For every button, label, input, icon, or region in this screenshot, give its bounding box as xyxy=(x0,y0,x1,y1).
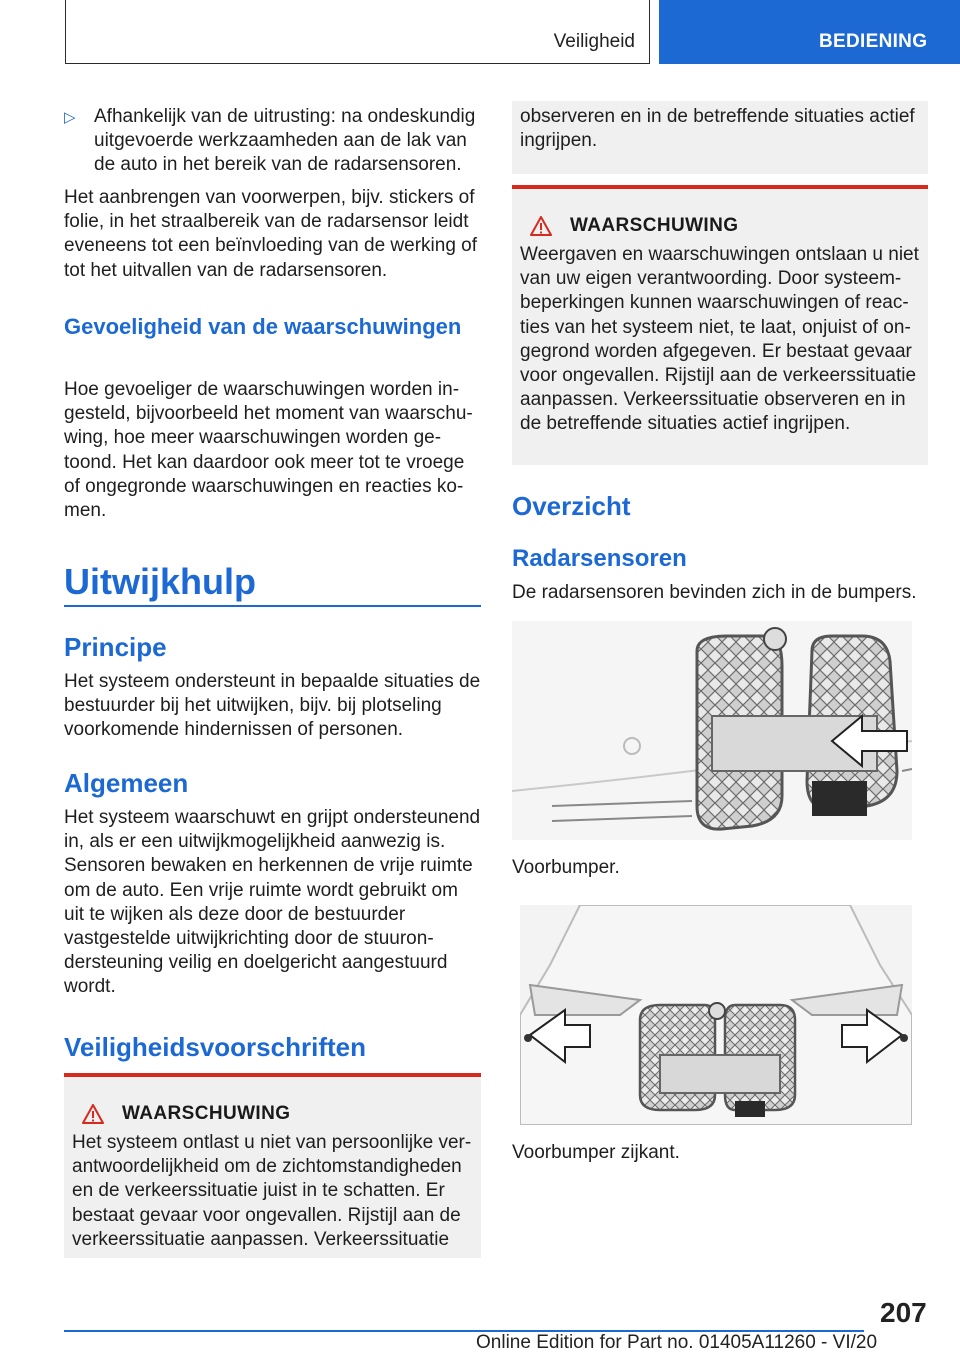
heading-radarsensoren: Radarsensoren xyxy=(512,545,687,572)
heading-rule xyxy=(64,605,481,607)
warning-text-2: Weergaven en waarschuwingen ontslaan u niet van uw eigen verantwoording. Door systeembeperkingen kunnen waarschuwingen of reacties van het systeem niet, te laat, onjuist of ongegrond worden afgegeven. Er bestaat gevaar voor ongevallen. Rijstijl aan de verkeerssituatie aanpassen. Verkeerssituatie observeren en in de betreffende situaties actief ingrijpen. xyxy=(520,244,919,435)
heading-principe: Principe xyxy=(64,632,167,662)
bullet-item xyxy=(64,105,481,178)
chapter-tab[interactable] xyxy=(659,0,960,64)
bullet-triangle-icon: ▷ xyxy=(64,109,76,126)
front-bumper-side-image xyxy=(520,905,912,1125)
paragraph-algemeen: Het systeem waarschuwt en grijpt ondersteunend in, als er een uitwijkmogelijkheid aanwezig is. Sensoren bewaken en herkennen de vrije ruimte om de auto. Een vrije ruimte wordt gebruikt om uit te wijken als deze door de bestuurder vastgestelde uitwijkrichting door de stuurondersteuning veilig en doelgericht aangestuurd wordt. xyxy=(64,807,481,998)
caption-voorbumper: Voorbumper. xyxy=(512,857,620,878)
warning-title-2: WAARSCHUWING xyxy=(570,215,739,236)
warning-title: WAARSCHUWING xyxy=(122,1103,291,1124)
paragraph-stickers: Het aanbrengen van voorwerpen, bijv. stickers of folie, in het straalbereik van de radarsensor leidt eveneens tot een beïnvloeding van de werking of tot het uitvallen van de radarsensoren. xyxy=(64,187,478,281)
heading-gevoeligheid: Gevoeligheid van de waarschuwingen xyxy=(64,314,462,339)
paragraph-radarsensoren: De radarsensoren bevinden zich in de bumpers. xyxy=(512,582,917,603)
warning-text: Het systeem ontlast u niet van persoonlijke verantwoordelijkheid om de zichtomstandigheden en de verkeerssituatie juist in te schatten. Er bestaat gevaar voor ongevallen. Rijstijl aan de verkeerssituatie aanpassen. Verkeerssituatie xyxy=(72,1132,472,1250)
warning-title-row xyxy=(72,1103,473,1125)
warning-box-2 xyxy=(512,185,928,465)
warning-triangle-icon xyxy=(82,1104,104,1124)
warning-box xyxy=(64,1073,481,1258)
caption-voorbumper-zijkant: Voorbumper zijkant. xyxy=(512,1142,680,1163)
page-number: 207 xyxy=(880,1297,927,1328)
footer-edition: Online Edition for Part no. 01405A11260 - VI/20 xyxy=(476,1332,878,1353)
warning-triangle-icon xyxy=(530,216,552,236)
heading-overzicht: Overzicht xyxy=(512,491,631,521)
paragraph-principe: Het systeem ondersteunt in bepaalde situaties de bestuurder bij het uitwijken, bijv. bij plotseling voorkomende hindernissen of personen. xyxy=(64,671,481,741)
warning-box-continued xyxy=(512,101,928,174)
section-title: Veiligheid xyxy=(553,31,635,52)
warning-text-continued: observeren en in de betreffende situaties actief ingrijpen. xyxy=(520,106,915,152)
heading-veiligheidsvoorschriften: Veiligheidsvoorschriften xyxy=(64,1032,366,1062)
bullet-text: Afhankelijk van de uitrusting: na ondeskundig uitgevoerde werkzaamheden aan de lak van de auto in het bereik van de radarsensoren. xyxy=(94,106,476,176)
chapter-tab-label: BEDIENING xyxy=(819,31,928,52)
paragraph-gevoeligheid: Hoe gevoeliger de waarschuwingen worden ingesteld, bijvoorbeeld het moment van waarschuwing, hoe meer waarschuwingen worden getoond. Het kan daardoor ook meer tot te vroege of ongegronde waarschuwingen en reacties komen. xyxy=(64,379,473,522)
warning-title-row-2 xyxy=(520,215,920,237)
heading-uitwijkhulp: Uitwijkhulp xyxy=(64,561,256,602)
front-bumper-image xyxy=(512,621,912,840)
header-section-box xyxy=(65,0,650,64)
heading-algemeen: Algemeen xyxy=(64,768,189,798)
